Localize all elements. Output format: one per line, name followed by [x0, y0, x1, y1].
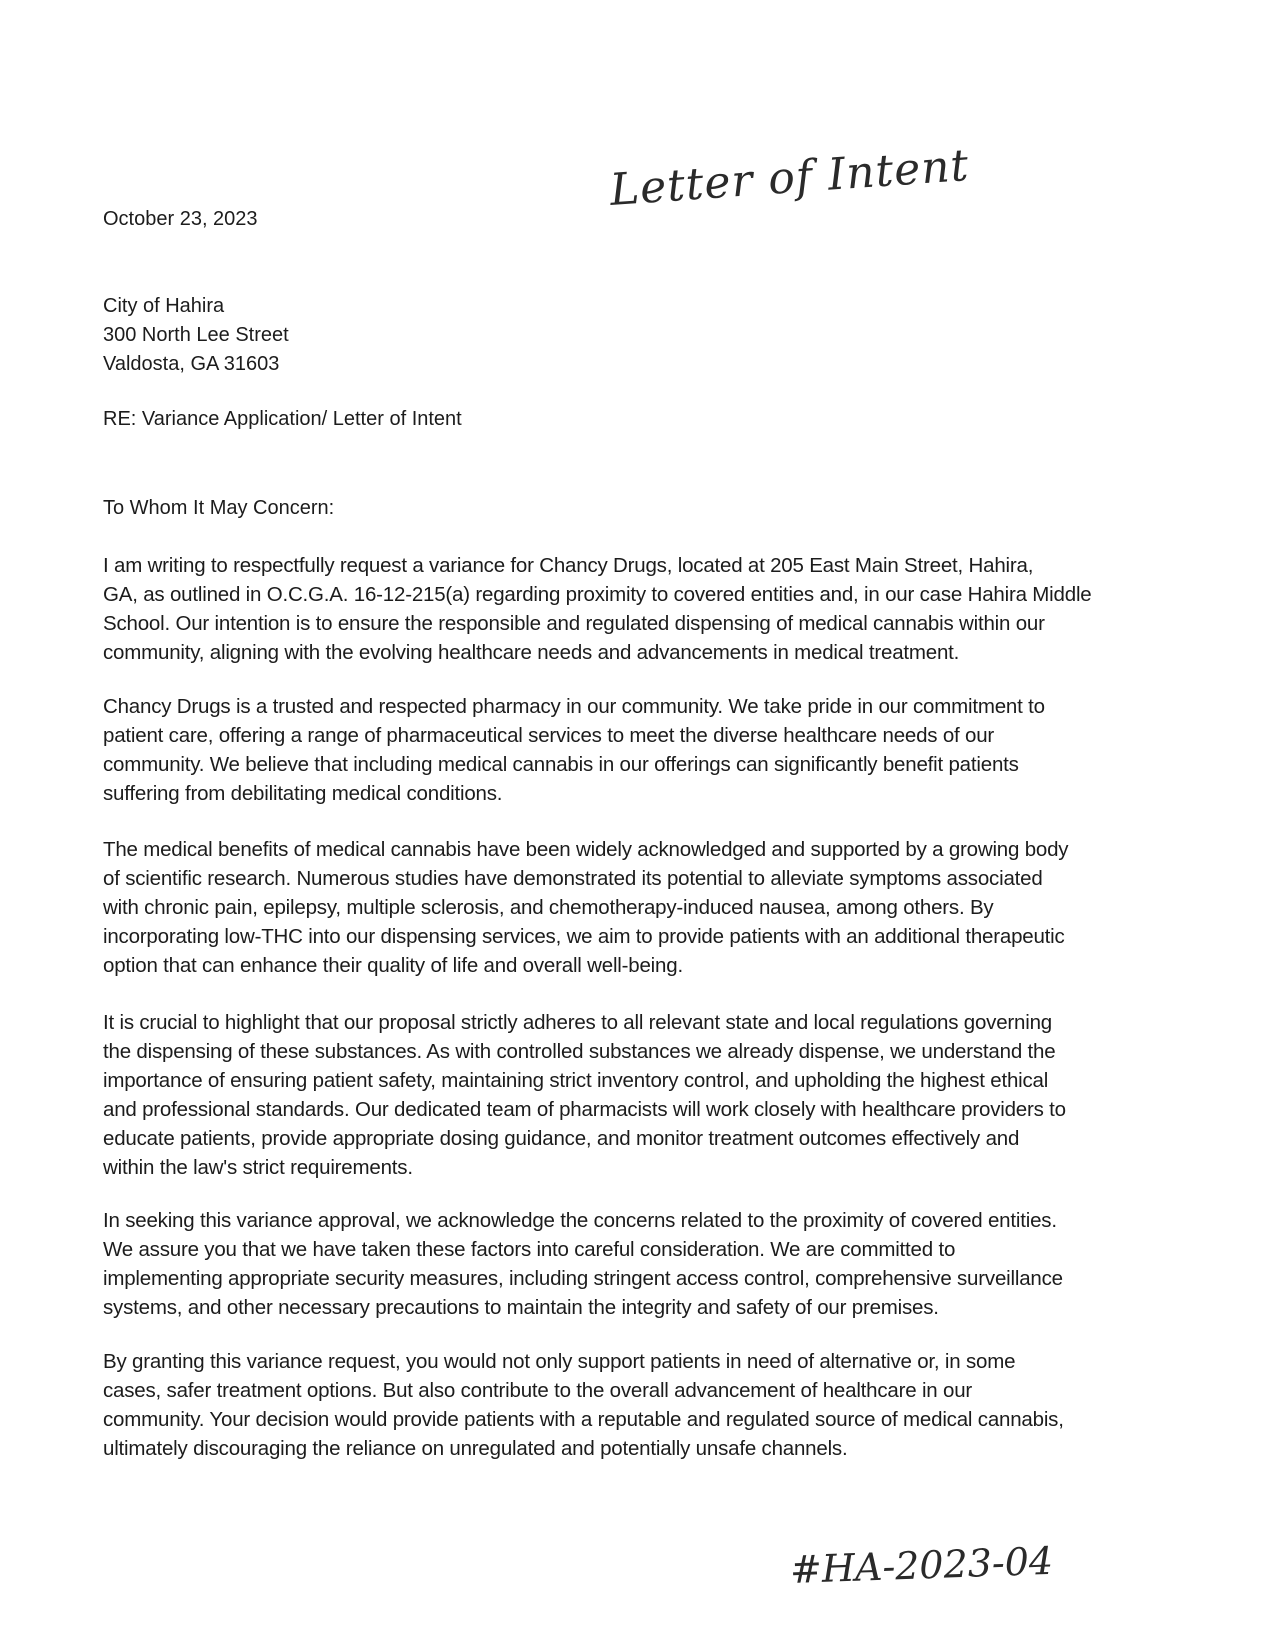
- salutation: To Whom It May Concern:: [103, 497, 335, 519]
- paragraph-line: systems, and other necessary precautions to maintain the integrity and safety of our premises.: [103, 1296, 939, 1319]
- paragraph-line: By granting this variance request, you would not only support patients in need of alternative or, in some: [103, 1350, 1016, 1373]
- paragraph-line: Chancy Drugs is a trusted and respected pharmacy in our community. We take pride in our commitment to: [103, 695, 1045, 718]
- paragraph-line: suffering from debilitating medical conditions.: [103, 782, 503, 805]
- paragraph-line: We assure you that we have taken these factors into careful consideration. We are committed to: [103, 1238, 956, 1261]
- paragraph-line: patient care, offering a range of pharmaceutical services to meet the diverse healthcare needs of our: [103, 724, 995, 747]
- paragraph-line: The medical benefits of medical cannabis have been widely acknowledged and supported by a growing body: [103, 838, 1069, 861]
- paragraph-line: within the law's strict requirements.: [103, 1156, 413, 1179]
- paragraph-line: GA, as outlined in O.C.G.A. 16-12-215(a) regarding proximity to covered entities and, in our case Hahira Middle: [103, 583, 1092, 606]
- paragraph-line: School. Our intention is to ensure the responsible and regulated dispensing of medical cannabis within our: [103, 612, 1045, 635]
- paragraph-line: incorporating low-THC into our dispensing services, we aim to provide patients with an additional therapeutic: [103, 925, 1065, 948]
- paragraph-line: community. Your decision would provide patients with a reputable and regulated source of medical cannabis,: [103, 1408, 1064, 1431]
- paragraph-line: community, aligning with the evolving healthcare needs and advancements in medical treatment.: [103, 641, 960, 664]
- paragraph-line: It is crucial to highlight that our proposal strictly adheres to all relevant state and local regulations governing: [103, 1011, 1053, 1034]
- handwritten-title: Letter of Intent: [608, 139, 971, 216]
- paragraph-line: and professional standards. Our dedicated team of pharmacists will work closely with healthcare providers to: [103, 1098, 1066, 1121]
- paragraph-line: cases, safer treatment options. But also contribute to the overall advancement of healthcare in our: [103, 1379, 973, 1402]
- paragraph-line: implementing appropriate security measures, including stringent access control, comprehensive surveillance: [103, 1267, 1063, 1290]
- paragraph-line: option that can enhance their quality of life and overall well-being.: [103, 954, 683, 977]
- recipient-street: 300 North Lee Street: [103, 324, 289, 346]
- paragraph-4: [103, 1008, 1163, 1182]
- recipient-address: [103, 292, 289, 379]
- paragraph-1: [103, 551, 1163, 667]
- paragraph-line: of scientific research. Numerous studies have demonstrated its potential to alleviate symptoms associated: [103, 867, 1043, 890]
- paragraph-2: [103, 692, 1163, 808]
- paragraph-6: [103, 1347, 1163, 1463]
- paragraph-line: In seeking this variance approval, we acknowledge the concerns related to the proximity of covered entities.: [103, 1209, 1057, 1232]
- paragraph-line: community. We believe that including medical cannabis in our offerings can significantly benefit patients: [103, 753, 1019, 776]
- paragraph-line: ultimately discouraging the reliance on unregulated and potentially unsafe channels.: [103, 1437, 848, 1460]
- paragraph-line: I am writing to respectfully request a variance for Chancy Drugs, located at 205 East Main Street, Hahira,: [103, 554, 1034, 577]
- recipient-name: City of Hahira: [103, 295, 225, 317]
- paragraph-line: importance of ensuring patient safety, maintaining strict inventory control, and upholding the highest ethical: [103, 1069, 1049, 1092]
- paragraph-line: with chronic pain, epilepsy, multiple sclerosis, and chemotherapy-induced nausea, among others. By: [103, 896, 994, 919]
- subject-line: RE: Variance Application/ Letter of Intent: [103, 408, 462, 430]
- paragraph-line: the dispensing of these substances. As with controlled substances we already dispense, we understand the: [103, 1040, 1056, 1063]
- paragraph-line: educate patients, provide appropriate dosing guidance, and monitor treatment outcomes effectively and: [103, 1127, 1020, 1150]
- recipient-city-state-zip: Valdosta, GA 31603: [103, 353, 280, 375]
- paragraph-3: [103, 835, 1163, 980]
- letter-date: October 23, 2023: [103, 208, 258, 230]
- handwritten-case-number: #HA-2023-04: [789, 1538, 1054, 1592]
- paragraph-5: [103, 1206, 1163, 1322]
